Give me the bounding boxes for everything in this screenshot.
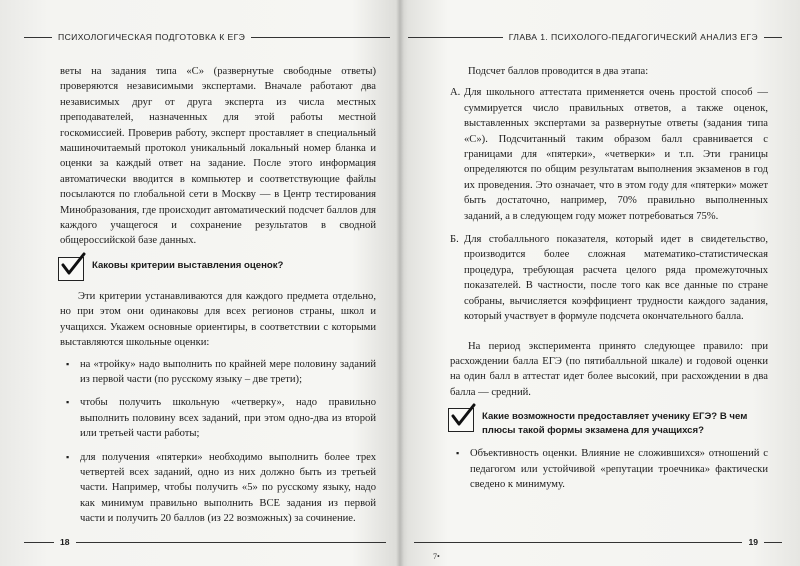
foot-rule <box>414 542 742 543</box>
stage-item <box>450 85 768 224</box>
stage-label: Б. <box>450 234 459 246</box>
list-item: ▪ Объективность оценки. Влияние не сложившихся» отношений с педагогом или устойчивой «репутации троечника» фактически сведено к минимуму. <box>450 446 768 492</box>
right-body <box>450 64 768 500</box>
stage-text: Для стобалльного показателя, который идет в свидетельство, производится более сложная математико-статистическая процедура, требующая расчета целого ряда промежуточных показателей. В частности, после того как все данные по стране собраны, вычисляется коэффициент трудности каждого задания, который участвует в формуле подсчета окончательного балла. <box>464 234 768 323</box>
criteria-list <box>60 357 376 527</box>
list-item: ▪ на «тройку» надо выполнить по крайней мере половину заданий из первой части (по русскому языку – две трети); <box>60 357 376 388</box>
advantages-list <box>450 446 768 492</box>
checkbox-icon <box>58 257 84 281</box>
foot-rule <box>764 542 782 543</box>
foot-rule <box>76 542 386 543</box>
right-running-head <box>408 30 782 44</box>
right-page <box>400 0 800 566</box>
paragraph: На период эксперимента принято следующее правило: при расхождении балла ЕГЭ (по пятибалльной шкале) и годовой оценки на один балл в аттестат идет более высокий, при расхождении в два балла — средний. <box>450 340 768 398</box>
left-running-head <box>24 30 390 44</box>
stage-item <box>450 232 768 324</box>
page-number: 18 <box>60 537 70 547</box>
question-heading: Каковы критерии выставления оценок? <box>92 259 284 271</box>
right-footer <box>414 536 782 548</box>
page-number: 19 <box>748 537 758 547</box>
head-rule <box>251 37 390 38</box>
left-body <box>60 64 376 535</box>
left-footer <box>24 536 386 548</box>
running-head-text: ГЛАВА 1. ПСИХОЛОГО-ПЕДАГОГИЧЕСКИЙ АНАЛИЗ ЕГЭ <box>508 32 758 42</box>
paragraph: Эти критерии устанавливаются для каждого предмета отдельно, но при этом они одинаковы для всех регионов страны, школ и учащихся. Укажем основные ориентиры, в соответствии с которыми выставляются школьные оценки: <box>60 290 376 349</box>
question-block <box>58 259 376 281</box>
paragraph: Подсчет баллов проводится в два этапа: <box>468 66 649 77</box>
stage-text: Для школьного аттестата применяется очень простой способ — суммируется число правильных ответов, а также оценок, выставленных экспертами за развернутые ответы (задания типа «С»). Подсчитанный таким образом балл сравнивается с границами для «пятерки», «четверки» и т.п. Эти границы определяются по общим результатам выполнения экзаменов в год их проведения. Это означает, что в этом году для «пятерки» может быть достаточно, например, 70% правильно выполненных заданий, а в следующем году может потребоваться 75%. <box>464 87 768 222</box>
foot-rule <box>24 542 54 543</box>
question-heading: Какие возможности предоставляет ученику ЕГЭ? В чем плюсы такой формы экзамена для учащихся? <box>482 411 748 437</box>
head-rule <box>408 37 503 38</box>
bottom-mark: 7• <box>433 552 440 561</box>
head-rule <box>764 37 782 38</box>
list-item: ▪ для получения «пятерки» необходимо выполнить более трех четвертей всех заданий, одно из них должно быть из третьей части. Например, чтобы получить «5» по русскому языку, надо как минимум правильно выполнить ВСЕ задания из первой части и получить 20 баллов (из 22 возможных) за сочинение. <box>60 450 376 527</box>
paragraph: веты на задания типа «С» (развернутые свободные ответы) проверяются независимыми экспертами. Вначале работают два независимых друг от друга эксперта из числа местных преподавателей, назначенных для этой работы местной госкомиссией. Проверив работу, эксперт проставляет в специальный машиночитаемый протокол уникальный локальный номер бланка и оценки за каждый ответ на задание. После этого информация автоматически вводится в компьютер и соответствующие файлы посылаются по глобальной сети в Москву — в Центр тестирования Минобразования, где происходит автоматический подсчет баллов для каждого учащегося и сохранение результатов в сводной общероссийской базе данных. <box>60 66 376 247</box>
list-item: ▪ чтобы получить школьную «четверку», надо правильно выполнить половину всех заданий, при этом одно-два из второй или третьей части работы; <box>60 395 376 441</box>
question-block <box>448 410 768 438</box>
checkbox-icon <box>448 408 474 432</box>
head-rule <box>24 37 52 38</box>
running-head-text: ПСИХОЛОГИЧЕСКАЯ ПОДГОТОВКА К ЕГЭ <box>58 32 246 42</box>
stage-label: А. <box>450 87 461 99</box>
